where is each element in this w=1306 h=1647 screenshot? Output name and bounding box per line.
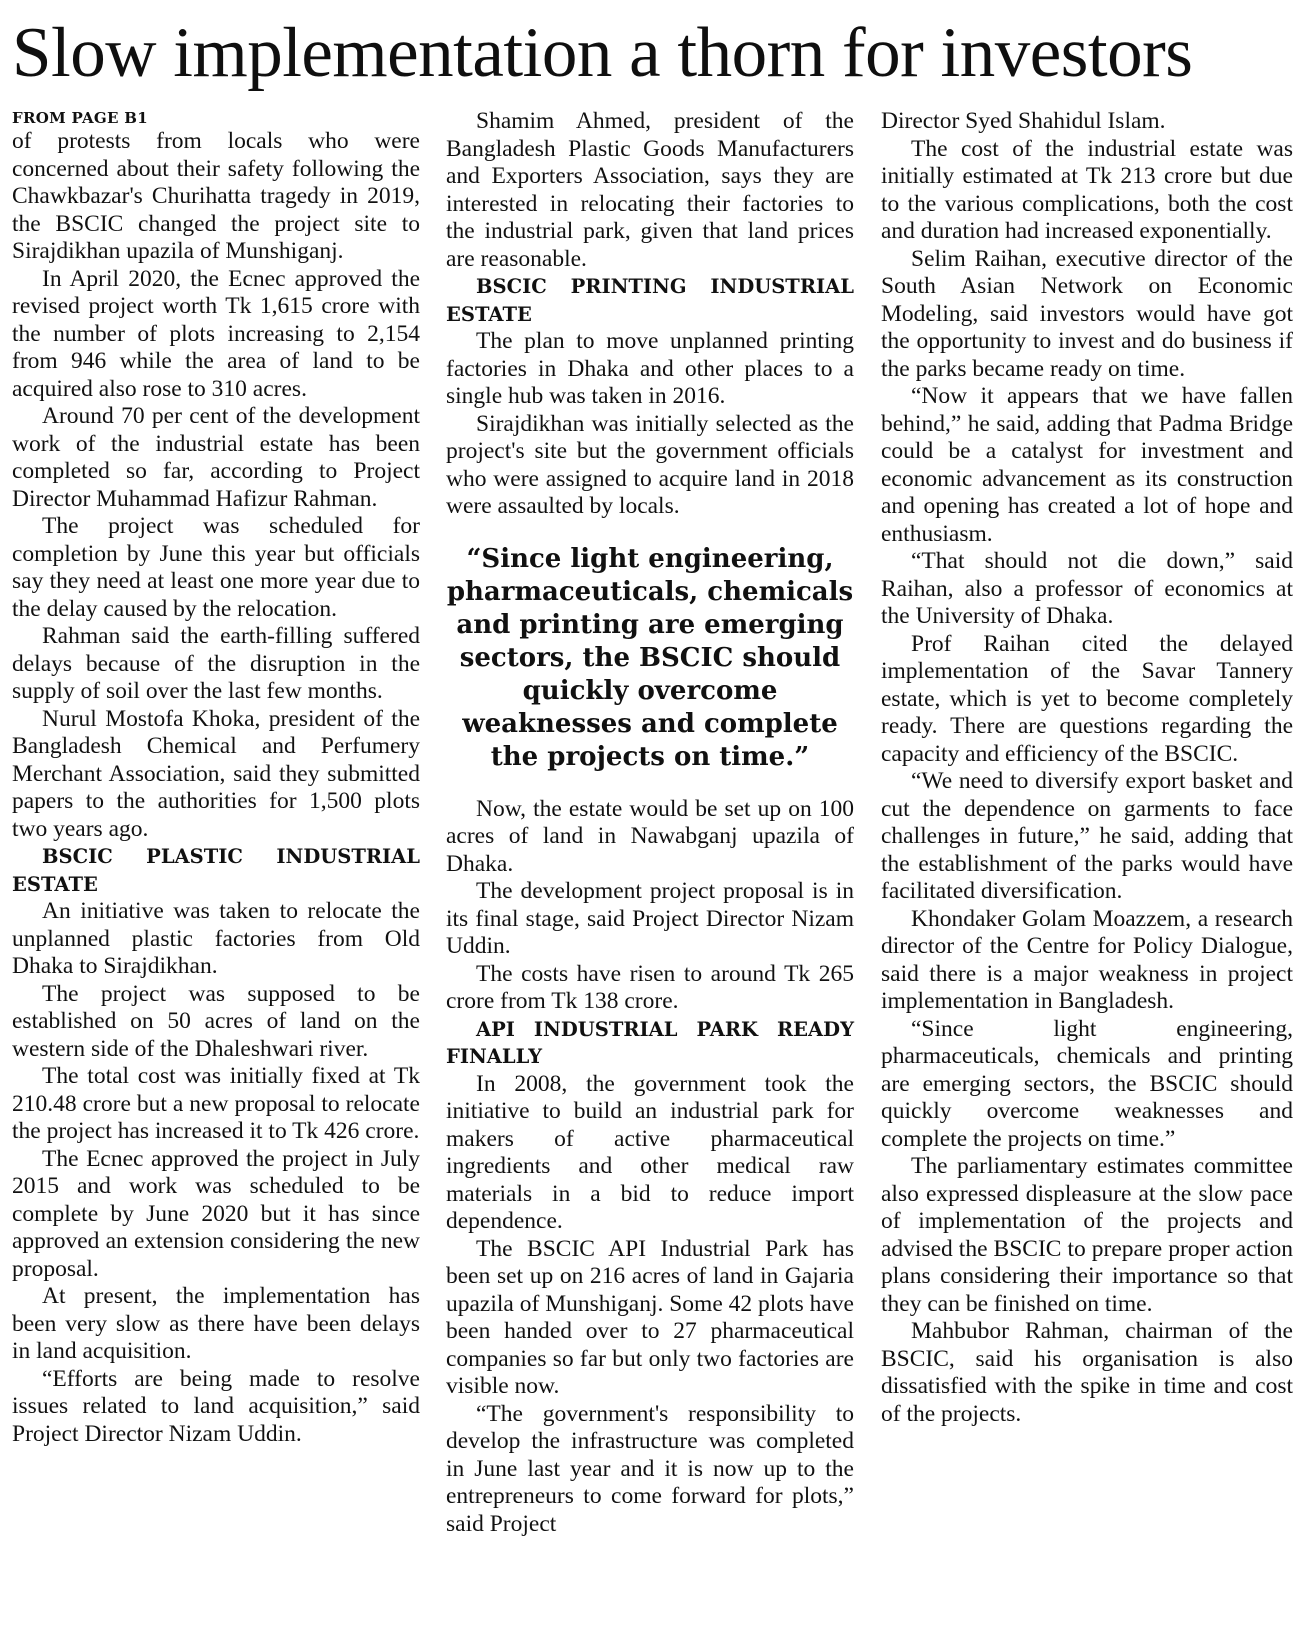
article-column-2 (446, 108, 854, 1538)
paragraph: Now, the estate would be set up on 100 acres of land in Nawabganj upazila of Dhaka. (446, 795, 854, 877)
paragraph: “The government's responsibility to develop the infrastructure was completed in June last year and it is now up to the entrepreneurs to come forward for plots,” said Project (446, 1400, 854, 1537)
paragraph: “We need to diversify export basket and cut the dependence on garments to face challenges in future,” he said, adding that the establishment of the parks would have facilitated diversification. (881, 768, 1293, 904)
paragraph: The parliamentary estimates committee also expressed displeasure at the slow pace of implementation of the projects and advised the BSCIC to prepare proper action plans considering their importance so that they can be finished on time. (881, 1153, 1293, 1317)
paragraph: The BSCIC API Industrial Park has been set up on 216 acres of land in Gajaria upazila of Munshiganj. Some 42 plots have been handed over to 27 pharmaceutical companies so far but only two factories are visible now. (446, 1235, 854, 1399)
pull-quote: “Since light engineering, pharmaceuticals, chemicals and printing are emerging sectors, the BSCIC should quickly overcome weaknesses and complete the projects on time.” (446, 543, 854, 772)
paragraph: In April 2020, the Ecnec approved the revised project worth Tk 1,615 crore with the number of plots increasing to 2,154 from 946 while the area of land to be acquired also rose to 310 acres. (12, 265, 420, 402)
paragraph: Mahbubor Rahman, chairman of the BSCIC, said his organisation is also dissatisfied with the spike in time and cost of the projects. (881, 1318, 1293, 1427)
subhead-plastic-estate: BSCIC PLASTIC INDUSTRIAL ESTATE (12, 845, 420, 896)
paragraph: Khondaker Golam Moazzem, a research director of the Centre for Policy Dialogue, said there is a major weakness in project implementation in Bangladesh. (881, 905, 1293, 1014)
paragraph: The project was supposed to be established on 50 acres of land on the western side of the Dhaleshwari river. (12, 980, 420, 1062)
paragraph: The cost of the industrial estate was initially estimated at Tk 213 crore but due to the various complications, both the cost and duration had increased exponentially. (881, 135, 1293, 244)
paragraph: In 2008, the government took the initiative to build an industrial park for makers of active pharmaceutical ingredients and other medical raw materials in a bid to reduce import dependence. (446, 1070, 854, 1234)
paragraph: “Now it appears that we have fallen behind,” he said, adding that Padma Bridge could be a catalyst for investment and economic advancement as its construction and opening has created a lot of hope and enthusiasm. (881, 383, 1293, 547)
paragraph: Sirajdikhan was initially selected as the project's site but the government officials who were assigned to acquire land in 2018 were assaulted by locals. (446, 410, 854, 519)
paragraph: Selim Raihan, executive director of the South Asian Network on Economic Modeling, said investors would have got the opportunity to invest and do business if the parks became ready on time. (881, 245, 1293, 382)
article-column-1 (12, 108, 420, 1448)
paragraph: of protests from locals who were concerned about their safety following the Chawkbazar's Churihatta tragedy in 2019, the BSCIC changed the project site to Sirajdikhan upazila of Munshiganj. (12, 128, 420, 264)
paragraph: The development project proposal is in its final stage, said Project Director Nizam Uddin. (446, 878, 854, 959)
paragraph: The costs have risen to around Tk 265 crore from Tk 138 crore. (446, 960, 854, 1014)
paragraph: Around 70 per cent of the development work of the industrial estate has been completed so far, according to Project Director Muhammad Hafizur Rahman. (12, 403, 420, 512)
article-column-3 (881, 108, 1293, 1428)
paragraph: “Since light engineering, pharmaceuticals, chemicals and printing are emerging sectors, the BSCIC should quickly overcome weaknesses and complete the projects on time.” (881, 1015, 1293, 1152)
subhead-printing-estate: BSCIC PRINTING INDUSTRIAL ESTATE (446, 275, 854, 326)
headline: Slow implementation a thorn for investors (12, 14, 1193, 92)
paragraph: Prof Raihan cited the delayed implementation of the Savar Tannery estate, which is yet to become completely ready. There are questions regarding the capacity and efficiency of the BSCIC. (881, 630, 1293, 767)
paragraph: At present, the implementation has been very slow as there have been delays in land acquisition. (12, 1283, 420, 1364)
paragraph: Rahman said the earth-filling suffered delays because of the disruption in the supply of soil over the last few months. (12, 623, 420, 704)
paragraph: “That should not die down,” said Raihan, also a professor of economics at the University of Dhaka. (881, 548, 1293, 629)
paragraph: The plan to move unplanned printing factories in Dhaka and other places to a single hub was taken in 2016. (446, 328, 854, 409)
paragraph: Director Syed Shahidul Islam. (881, 108, 1166, 134)
paragraph: The total cost was initially fixed at Tk 210.48 crore but a new proposal to relocate the project has increased it to Tk 426 crore. (12, 1063, 420, 1144)
paragraph: The project was scheduled for completion by June this year but officials say they need at least one more year due to the delay caused by the relocation. (12, 513, 420, 622)
paragraph: Nurul Mostofa Khoka, president of the Bangladesh Chemical and Perfumery Merchant Association, said they submitted papers to the authorities for 1,500 plots two years ago. (12, 705, 420, 842)
paragraph: An initiative was taken to relocate the unplanned plastic factories from Old Dhaka to Sirajdikhan. (12, 898, 420, 979)
paragraph: The Ecnec approved the project in July 2015 and work was scheduled to be complete by June 2020 but it has since approved an extension considering the new proposal. (12, 1145, 420, 1282)
subhead-api-park: API INDUSTRIAL PARK READY FINALLY (446, 1017, 854, 1068)
paragraph: Shamim Ahmed, president of the Bangladesh Plastic Goods Manufacturers and Exporters Association, says they are interested in relocating their factories to the industrial park, given that land prices are reasonable. (446, 108, 854, 272)
continued-from-kicker: FROM PAGE B1 (12, 109, 149, 127)
paragraph: “Efforts are being made to resolve issues related to land acquisition,” said Project Director Nizam Uddin. (12, 1365, 420, 1447)
